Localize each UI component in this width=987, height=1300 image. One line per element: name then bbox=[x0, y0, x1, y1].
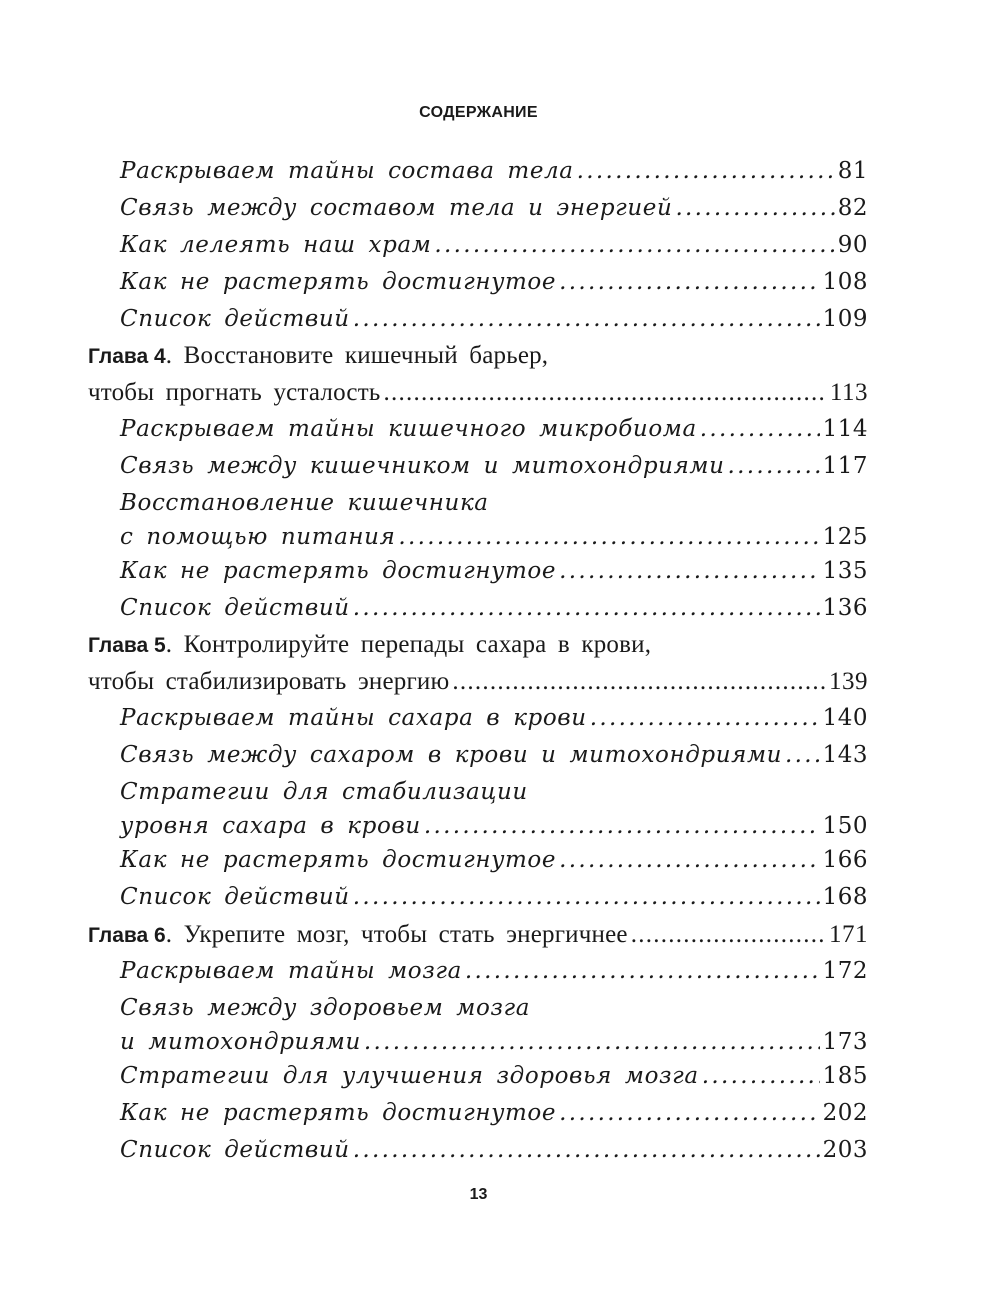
entry-page: 150 bbox=[822, 813, 868, 839]
dot-leader bbox=[465, 953, 820, 990]
dot-leader bbox=[398, 521, 819, 553]
entry-page: 173 bbox=[822, 1029, 868, 1055]
chapter-title-line1: . Контролируйте перепады сахара в крови, bbox=[165, 631, 652, 658]
toc-entry[interactable] bbox=[88, 700, 868, 737]
entry-title: Список действий bbox=[120, 884, 350, 910]
dot-leader bbox=[577, 153, 835, 190]
entry-page: 108 bbox=[822, 269, 868, 295]
entry-title: Раскрываем тайны кишечного микробиома bbox=[120, 416, 697, 442]
chapter-title-line2: чтобы прогнать усталость bbox=[88, 379, 381, 406]
toc-entry[interactable] bbox=[88, 411, 868, 448]
toc-entry[interactable] bbox=[88, 521, 868, 553]
entry-title: Раскрываем тайны мозга bbox=[120, 958, 462, 984]
entry-title: Связь между кишечником и митохондриями bbox=[120, 453, 725, 479]
toc-entry[interactable] bbox=[88, 1095, 868, 1132]
dot-leader bbox=[364, 1026, 820, 1058]
entry-title: Как не растерять достигнутое bbox=[120, 847, 557, 873]
toc-entry-line1[interactable] bbox=[88, 774, 868, 810]
entry-title: Раскрываем тайны состава тела bbox=[120, 158, 574, 184]
dot-leader bbox=[353, 301, 820, 338]
chapter-title-line2: чтобы стабилизировать энергию bbox=[88, 668, 450, 695]
chapter-label: Глава 6 bbox=[88, 924, 166, 947]
dot-leader bbox=[631, 916, 826, 953]
entry-title: Связь между сахаром в крови и митохондриями bbox=[120, 742, 783, 768]
toc-entry[interactable] bbox=[88, 1026, 868, 1058]
dot-leader bbox=[559, 1095, 820, 1132]
entry-page: 140 bbox=[822, 705, 868, 731]
entry-title-line1: Связь между здоровьем мозга bbox=[120, 995, 531, 1021]
entry-title-line1: Восстановление кишечника bbox=[120, 490, 489, 516]
entry-page: 185 bbox=[822, 1063, 868, 1089]
running-head: СОДЕРЖАНИЕ bbox=[419, 104, 538, 121]
chapter-title-line1: . Восстановите кишечный барьер, bbox=[165, 342, 549, 369]
dot-leader bbox=[727, 448, 819, 485]
toc-entry[interactable] bbox=[88, 153, 868, 190]
chapter-label: Глава 4 bbox=[88, 345, 166, 368]
entry-title: Стратегии для улучшения здоровья мозга bbox=[120, 1063, 699, 1089]
entry-title-line2: с помощью питания bbox=[120, 524, 396, 550]
entry-page: 82 bbox=[837, 195, 868, 221]
chapter-title: . Укрепите мозг, чтобы стать энергичнее bbox=[165, 921, 628, 948]
entry-page: 172 bbox=[822, 958, 868, 984]
dot-leader bbox=[353, 879, 820, 916]
dot-leader bbox=[353, 590, 820, 627]
entry-title: Как не растерять достигнутое bbox=[120, 269, 557, 295]
dot-leader bbox=[702, 1058, 820, 1095]
entry-title-line2: и митохондриями bbox=[120, 1029, 361, 1055]
entry-page: 114 bbox=[822, 416, 868, 442]
toc-entry[interactable] bbox=[88, 1058, 868, 1095]
entry-title: Список действий bbox=[120, 1137, 350, 1163]
dot-leader bbox=[383, 374, 826, 411]
entry-page: 202 bbox=[822, 1100, 868, 1126]
toc-entry[interactable] bbox=[88, 842, 868, 879]
chapter-entry[interactable] bbox=[88, 663, 868, 700]
entry-page: 203 bbox=[822, 1137, 868, 1163]
entry-page: 135 bbox=[822, 558, 868, 584]
entry-page: 117 bbox=[822, 453, 868, 479]
entry-title-line1: Стратегии для стабилизации bbox=[120, 779, 528, 805]
entry-page: 166 bbox=[822, 847, 868, 873]
chapter-heading[interactable] bbox=[88, 627, 868, 663]
entry-title: Как не растерять достигнутое bbox=[120, 558, 557, 584]
entry-page: 81 bbox=[837, 158, 868, 184]
toc-entry[interactable] bbox=[88, 953, 868, 990]
entry-page: 136 bbox=[822, 595, 868, 621]
dot-leader bbox=[434, 227, 834, 264]
entry-title: Связь между составом тела и энергией bbox=[120, 195, 673, 221]
toc-entry[interactable] bbox=[88, 190, 868, 227]
entry-page: 125 bbox=[822, 524, 868, 550]
toc-entry[interactable] bbox=[88, 448, 868, 485]
entry-page: 143 bbox=[822, 742, 868, 768]
chapter-label: Глава 5 bbox=[88, 634, 166, 657]
chapter-entry[interactable] bbox=[88, 374, 868, 411]
dot-leader bbox=[590, 700, 820, 737]
chapter-heading[interactable] bbox=[88, 338, 868, 374]
chapter-entry[interactable] bbox=[88, 916, 868, 953]
toc-entry[interactable] bbox=[88, 590, 868, 627]
toc-entry[interactable] bbox=[88, 227, 868, 264]
toc-entry[interactable] bbox=[88, 553, 868, 590]
toc-entry[interactable] bbox=[88, 301, 868, 338]
entry-title: Как лелеять наш храм bbox=[120, 232, 432, 258]
toc-entry[interactable] bbox=[88, 264, 868, 301]
dot-leader bbox=[559, 842, 820, 879]
dot-leader bbox=[700, 411, 820, 448]
toc-entry[interactable] bbox=[88, 737, 868, 774]
dot-leader bbox=[452, 663, 826, 700]
entry-title: Раскрываем тайны сахара в крови bbox=[120, 705, 587, 731]
dot-leader bbox=[785, 737, 820, 774]
entry-page: 113 bbox=[829, 379, 868, 406]
entry-title: Список действий bbox=[120, 306, 350, 332]
entry-page: 90 bbox=[837, 232, 868, 258]
toc-entry[interactable] bbox=[88, 1132, 868, 1169]
toc-entry[interactable] bbox=[88, 879, 868, 916]
table-of-contents bbox=[88, 153, 868, 1169]
entry-page: 171 bbox=[829, 921, 868, 948]
entry-title: Как не растерять достигнутое bbox=[120, 1100, 557, 1126]
dot-leader bbox=[559, 553, 820, 590]
entry-page: 168 bbox=[822, 884, 868, 910]
entry-page: 109 bbox=[822, 306, 868, 332]
toc-entry-line1[interactable] bbox=[88, 485, 868, 521]
dot-leader bbox=[675, 190, 834, 227]
toc-entry[interactable] bbox=[88, 810, 868, 842]
entry-title-line2: уровня сахара в крови bbox=[120, 813, 421, 839]
dot-leader bbox=[353, 1132, 820, 1169]
dot-leader bbox=[559, 264, 820, 301]
dot-leader bbox=[424, 810, 820, 842]
entry-page: 139 bbox=[829, 668, 868, 695]
toc-entry-line1[interactable] bbox=[88, 990, 868, 1026]
page-number: 13 bbox=[469, 1186, 488, 1203]
entry-title: Список действий bbox=[120, 595, 350, 621]
